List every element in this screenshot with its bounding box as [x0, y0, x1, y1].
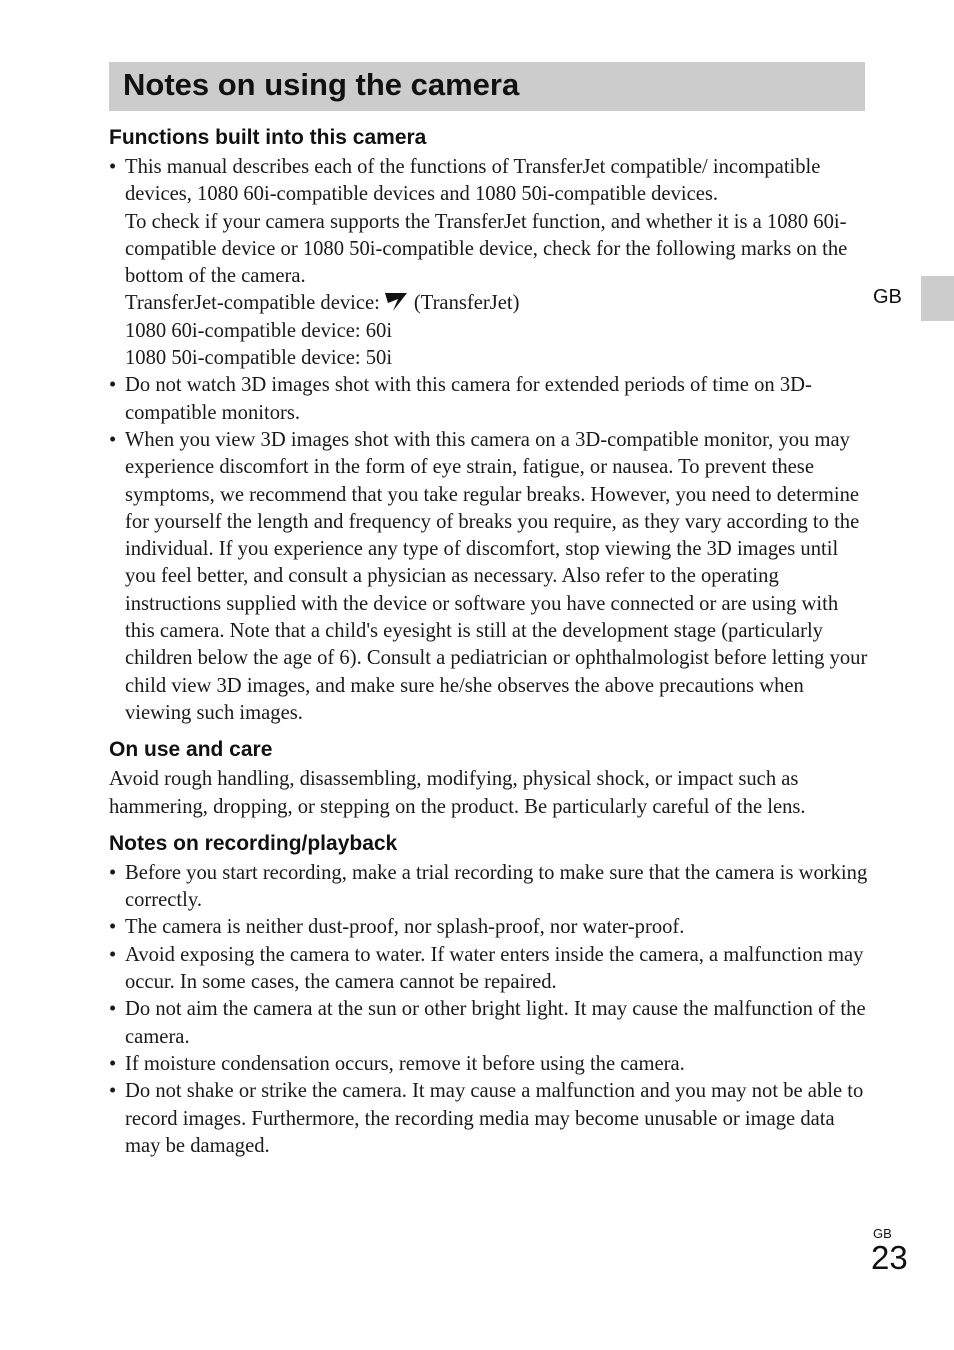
list-item: • Do not watch 3D images shot with this camera for extended periods of time on 3D-compatible monitors. [109, 372, 869, 427]
list-item [109, 154, 869, 372]
transferjet-mark-line [125, 290, 869, 317]
list-item: • If moisture condensation occurs, remove it before using the camera. [109, 1051, 869, 1078]
section-heading-functions: Functions built into this camera [109, 126, 427, 149]
list-item: • Before you start recording, make a trial recording to make sure that the camera is working correctly. [109, 860, 869, 915]
list-item: • Do not shake or strike the camera. It may cause a malfunction and you may not be able to record images. Furthermore, the recording media may become unusable or image data may be damaged. [109, 1078, 869, 1160]
transferjet-suffix: (TransferJet) [413, 292, 520, 315]
page-number: 23 [871, 1239, 908, 1276]
transferjet-label: TransferJet-compatible device: [125, 292, 380, 315]
use-care-text: Avoid rough handling, disassembling, modifying, physical shock, or impact such as hammering, dropping, or stepping on the product. Be particularly careful of the lens. [109, 768, 806, 818]
footer-lang: GB [873, 1226, 892, 1241]
mark-60i-line: 1080 60i-compatible device: 60i [125, 319, 393, 342]
title-bar [109, 62, 865, 111]
recording-list [109, 860, 869, 1160]
content [109, 122, 869, 1160]
list-item: • The camera is neither dust-proof, nor splash-proof, nor water-proof. [109, 914, 869, 941]
list-item: • When you view 3D images shot with this camera on a 3D-compatible monitor, you may experience discomfort in the form of eye strain, fatigue, or nausea. To prevent these symptoms, we recommend that you take regular breaks. However, you need to determine for yourself the length and frequency of breaks you require, as they vary according to the individual. If you experience any type of discomfort, stop viewing the 3D images until you feel better, and consult a physician as necessary. Also refer to the operating instructions supplied with the device or software you have connected or are using with this camera. Note that a child's eyesight is still at the development stage (particularly children below the age of 6). Consult a pediatrician or ophthalmologist before letting your child view 3D images, and make sure he/she observes the above precautions when viewing such images. [109, 427, 869, 727]
functions-list [109, 154, 869, 727]
page-title: Notes on using the camera [123, 67, 520, 102]
section-heading-recording: Notes on recording/playback [109, 831, 398, 855]
mark-50i-line: 1080 50i-compatible device: 50i [125, 347, 393, 370]
transferjet-icon [384, 292, 408, 312]
list-item: • Avoid exposing the camera to water. If water enters inside the camera, a malfunction may occur. In some cases, the camera cannot be repaired. [109, 942, 869, 997]
section-heading-use-care: On use and care [109, 738, 273, 762]
functions-bullet-1-text: • This manual describes each of the functions of TransferJet compatible/ incompatible devices, 1080 60i-compatible devices and 1080 50i-compatible devices. [125, 156, 821, 206]
side-tab-label: GB [873, 286, 902, 308]
side-tab [921, 276, 954, 321]
functions-bullet-1-check-text: To check if your camera supports the TransferJet function, and whether it is a 1080 60i-compatible device or 1080 50i-compatible device, check for the following marks on the bottom of the camera. [125, 210, 848, 288]
list-item: • Do not aim the camera at the sun or other bright light. It may cause the malfunction of the camera. [109, 996, 869, 1051]
